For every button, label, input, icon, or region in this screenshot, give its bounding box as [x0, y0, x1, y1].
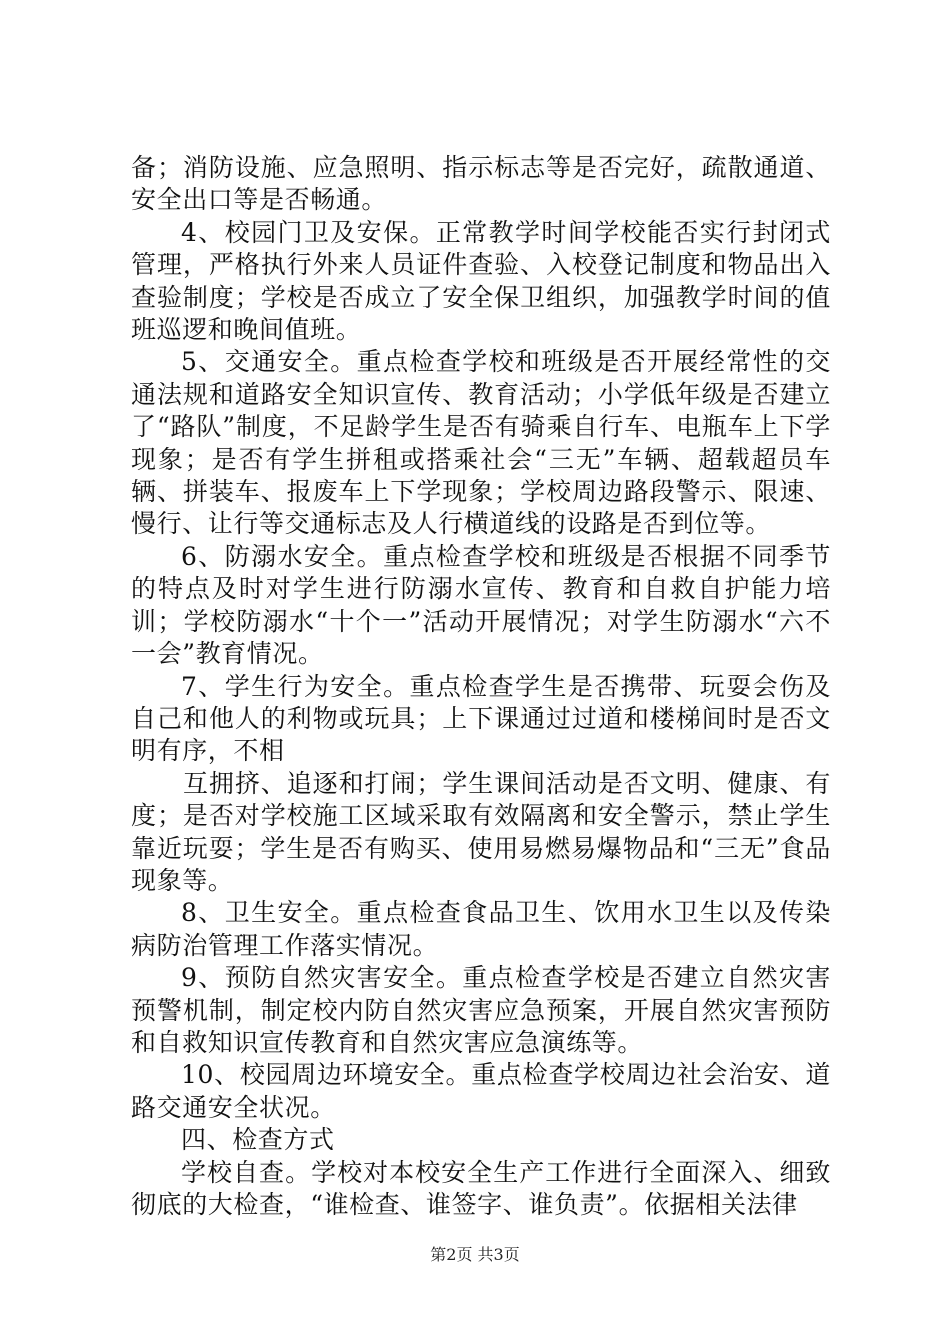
paragraph-fire-safety-continued: 备；消防设施、应急照明、指示标志等是否完好，疏散通道、安全出口等是否畅通。: [131, 153, 831, 215]
paragraph-drowning-prevention: 6、防溺水安全。重点检查学校和班级是否根据不同季节的特点及时对学生进行防溺水宣传、教育和自救自护能力培训；学校防溺水“十个一”活动开展情况；对学生防溺水“六不一会”教育情况。: [131, 541, 831, 669]
paragraph-campus-surroundings: 10、校园周边环境安全。重点检查学校周边社会治安、道路交通安全状况。: [131, 1060, 831, 1122]
document-body: [131, 152, 831, 1221]
paragraph-student-behavior: 7、学生行为安全。重点检查学生是否携带、玩耍会伤及自己和他人的利物或玩具；上下课通过过道和楼梯间时是否文明有序，不相: [131, 671, 831, 766]
paragraph-student-behavior-continued: 互拥挤、追逐和打闹；学生课间活动是否文明、健康、有度；是否对学校施工区域采取有效隔离和安全警示，禁止学生靠近玩耍；学生是否有购买、使用易燃易爆物品和“三无”食品现象等。: [131, 768, 831, 895]
page-number-footer: 第2页 共3页: [430, 1245, 520, 1264]
paragraph-natural-disaster: 9、预防自然灾害安全。重点检查学校是否建立自然灾害预警机制，制定校内防自然灾害应急预案，开展自然灾害预防和自救知识宣传教育和自然灾害应急演练等。: [131, 963, 831, 1057]
paragraph-traffic-safety: 5、交通安全。重点检查学校和班级是否开展经常性的交通法规和道路安全知识宣传、教育活动；小学低年级是否建立了“路队”制度，不足龄学生是否有骑乘自行车、电瓶车上下学现象；是否有学生拼租或搭乘社会“三无”车辆、超载超员车辆、拼装车、报废车上下学现象；学校周边路段警示、限速、慢行、让行等交通标志及人行横道线的设路是否到位等。: [131, 347, 831, 539]
paragraph-gate-security: 4、校园门卫及安保。正常教学时间学校能否实行封闭式管理，严格执行外来人员证件查验、入校登记制度和物品出入查验制度；学校是否成立了安全保卫组织，加强教学时间的值班巡逻和晚间值班。: [131, 217, 831, 345]
paragraph-school-self-check: 学校自查。学校对本校安全生产工作进行全面深入、细致彻底的大检查，“谁检查、谁签字、谁负责”。依据相关法律: [131, 1157, 831, 1219]
section-heading-inspection-method: 四、检查方式: [181, 1125, 335, 1155]
paragraph-hygiene-safety: 8、卫生安全。重点检查食品卫生、饮用水卫生以及传染病防治管理工作落实情况。: [131, 898, 831, 960]
